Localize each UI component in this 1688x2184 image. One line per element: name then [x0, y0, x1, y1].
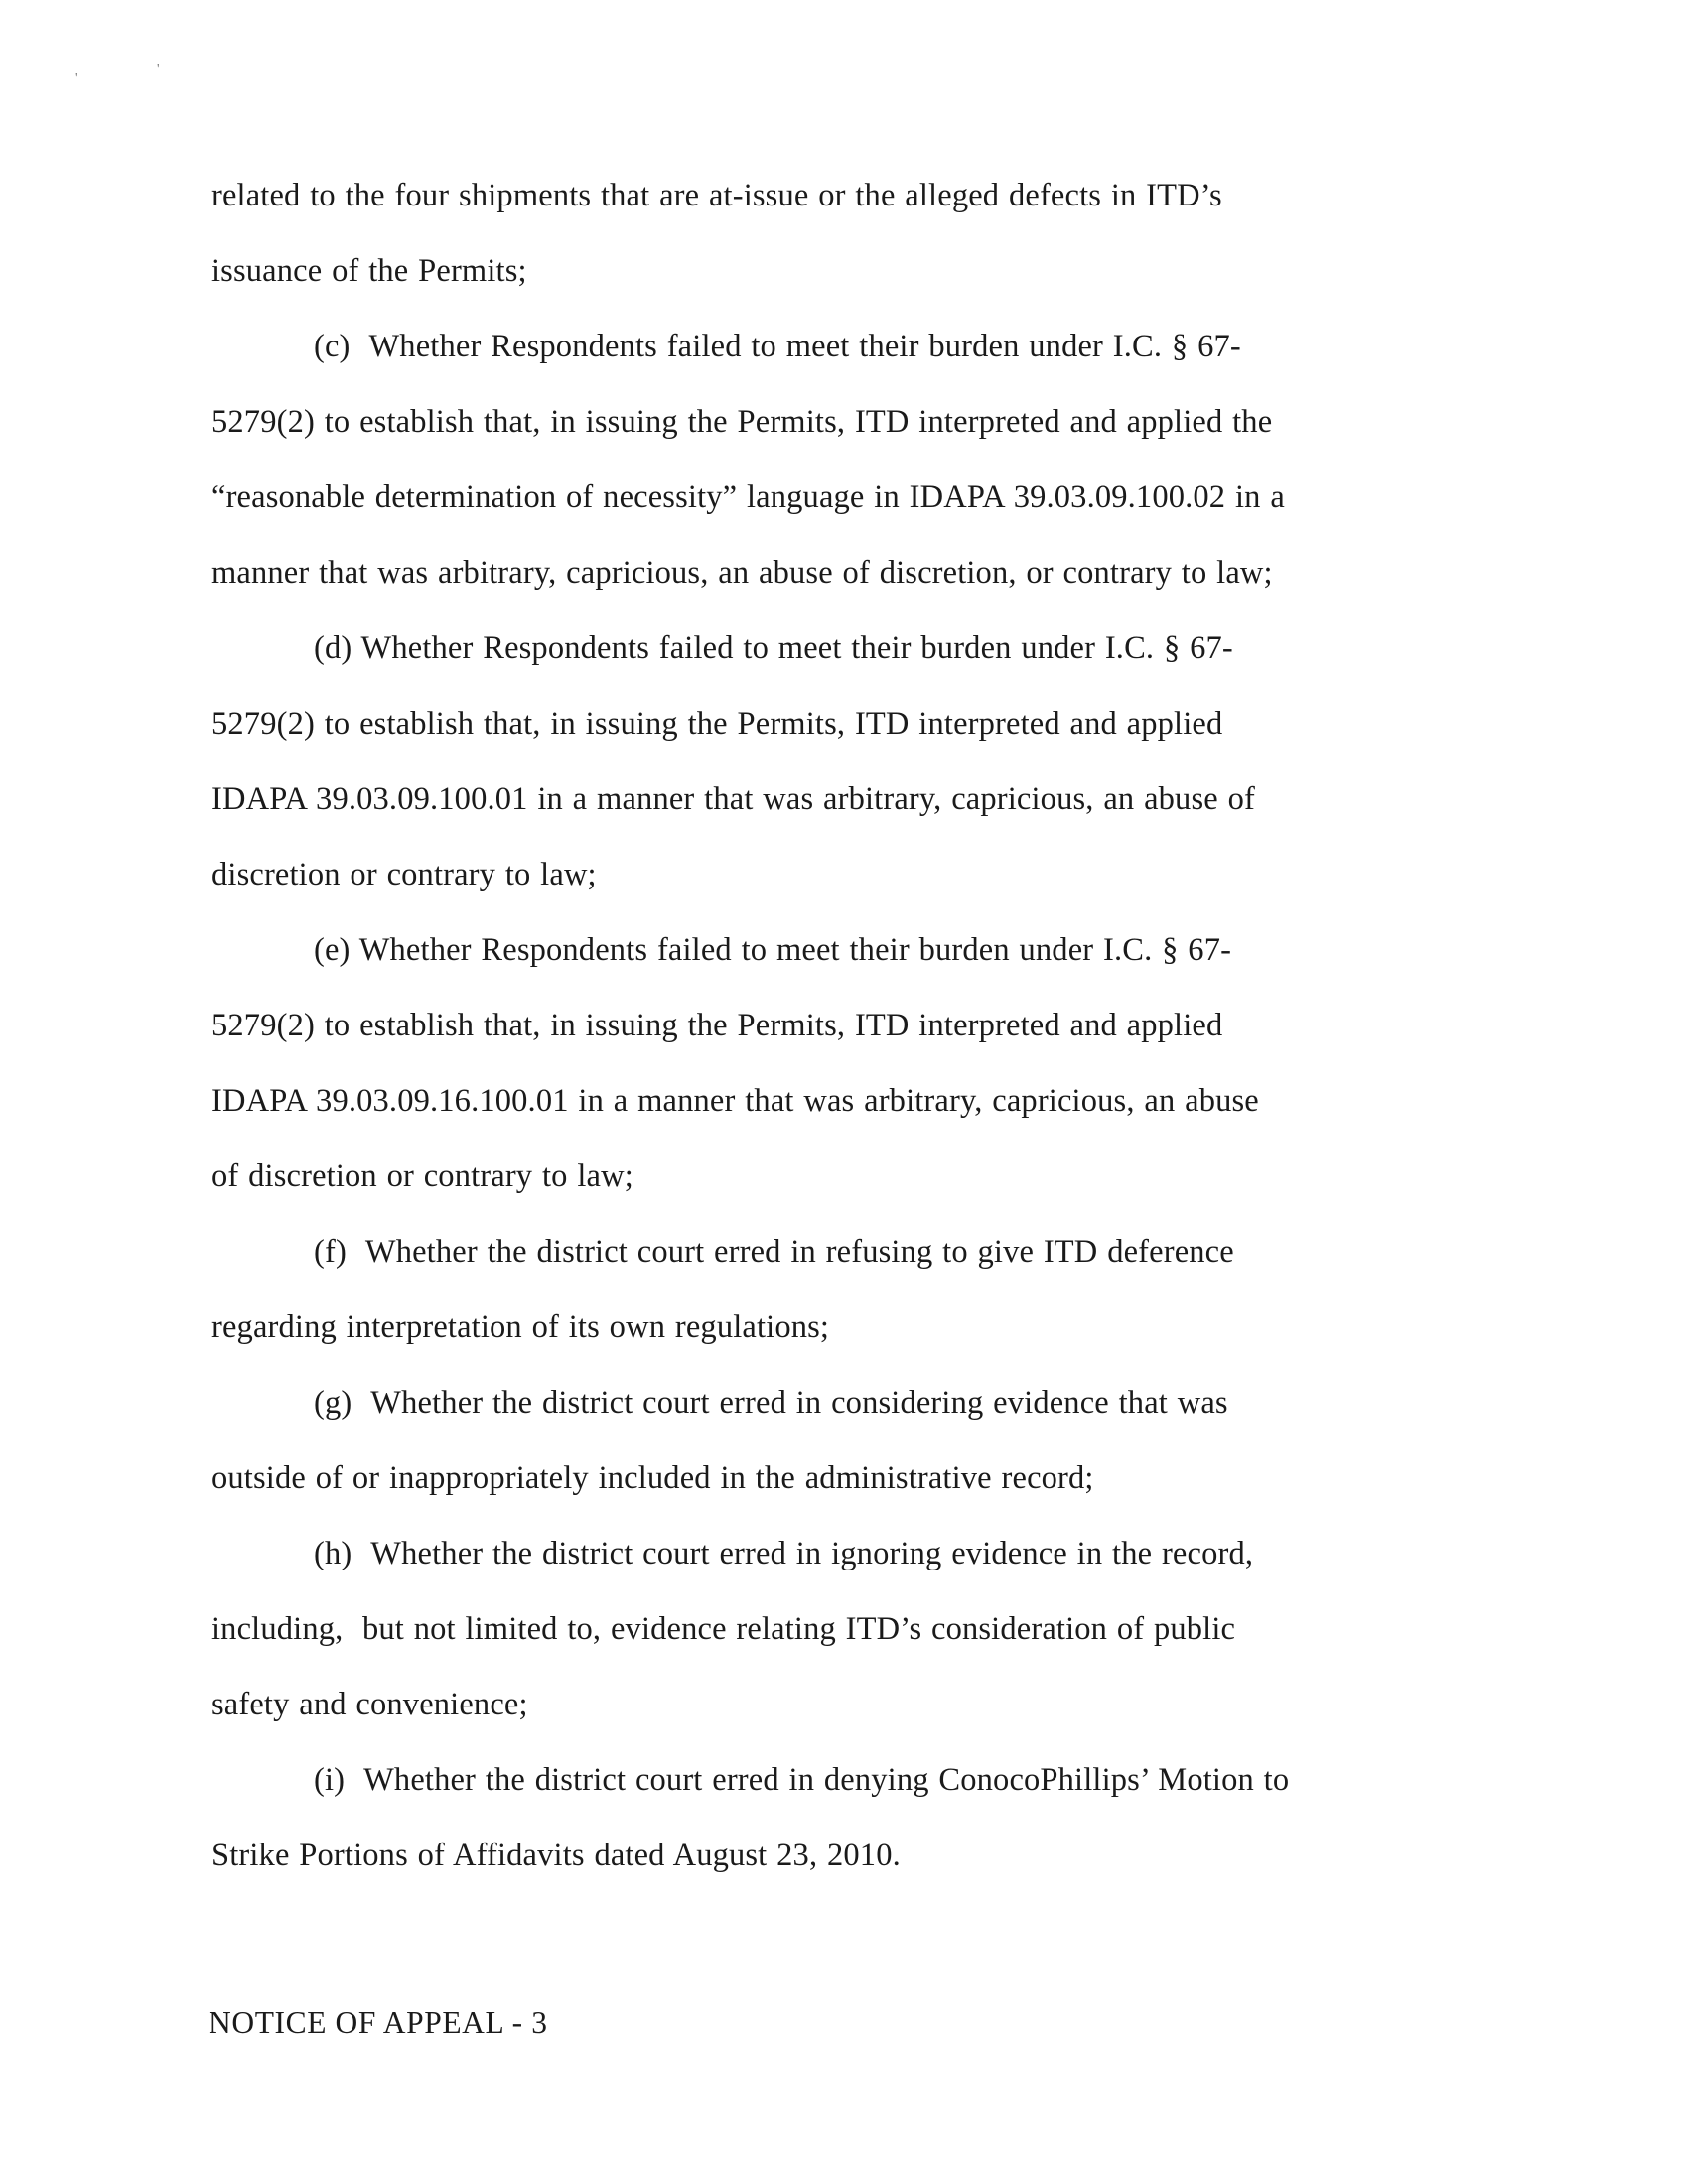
body-line: safety and convenience;	[211, 1687, 528, 1722]
item-f-line: (f) Whether the district court erred in refusing to give ITD deference	[314, 1234, 1234, 1270]
item-i-line: (i) Whether the district court erred in denying ConocoPhillips’ Motion to	[314, 1762, 1290, 1798]
scan-speck: '	[157, 62, 160, 76]
item-h-line: (h) Whether the district court erred in ignoring evidence in the record,	[314, 1536, 1254, 1571]
body-line: “reasonable determination of necessity” language in IDAPA 39.03.09.100.02 in a	[211, 479, 1285, 515]
body-line: 5279(2) to establish that, in issuing the Permits, ITD interpreted and applied	[211, 1008, 1223, 1043]
item-c-line: (c) Whether Respondents failed to meet their burden under I.C. § 67-	[314, 329, 1241, 364]
body-line: including, but not limited to, evidence relating ITD’s consideration of public	[211, 1611, 1236, 1647]
body-line: issuance of the Permits;	[211, 253, 527, 289]
body-line: regarding interpretation of its own regulations;	[211, 1309, 830, 1345]
body-line: discretion or contrary to law;	[211, 857, 597, 892]
page-footer: NOTICE OF APPEAL - 3	[209, 2005, 548, 2040]
body-line: manner that was arbitrary, capricious, an abuse of discretion, or contrary to law;	[211, 555, 1273, 591]
body-line: IDAPA 39.03.09.16.100.01 in a manner that was arbitrary, capricious, an abuse	[211, 1083, 1259, 1119]
body-line: related to the four shipments that are at-issue or the alleged defects in ITD’s	[211, 178, 1222, 213]
item-e-line: (e) Whether Respondents failed to meet their burden under I.C. § 67-	[314, 932, 1232, 968]
scan-speck: '	[75, 71, 78, 86]
item-g-line: (g) Whether the district court erred in considering evidence that was	[314, 1385, 1228, 1421]
item-d-line: (d) Whether Respondents failed to meet their burden under I.C. § 67-	[314, 630, 1233, 666]
body-line: 5279(2) to establish that, in issuing the Permits, ITD interpreted and applied the	[211, 404, 1273, 440]
body-line: 5279(2) to establish that, in issuing the Permits, ITD interpreted and applied	[211, 706, 1223, 742]
body-line: IDAPA 39.03.09.100.01 in a manner that was arbitrary, capricious, an abuse of	[211, 781, 1255, 817]
body-line: of discretion or contrary to law;	[211, 1159, 633, 1194]
body-line: outside of or inappropriately included in the administrative record;	[211, 1460, 1094, 1496]
body-line: Strike Portions of Affidavits dated August 23, 2010.	[211, 1838, 901, 1873]
